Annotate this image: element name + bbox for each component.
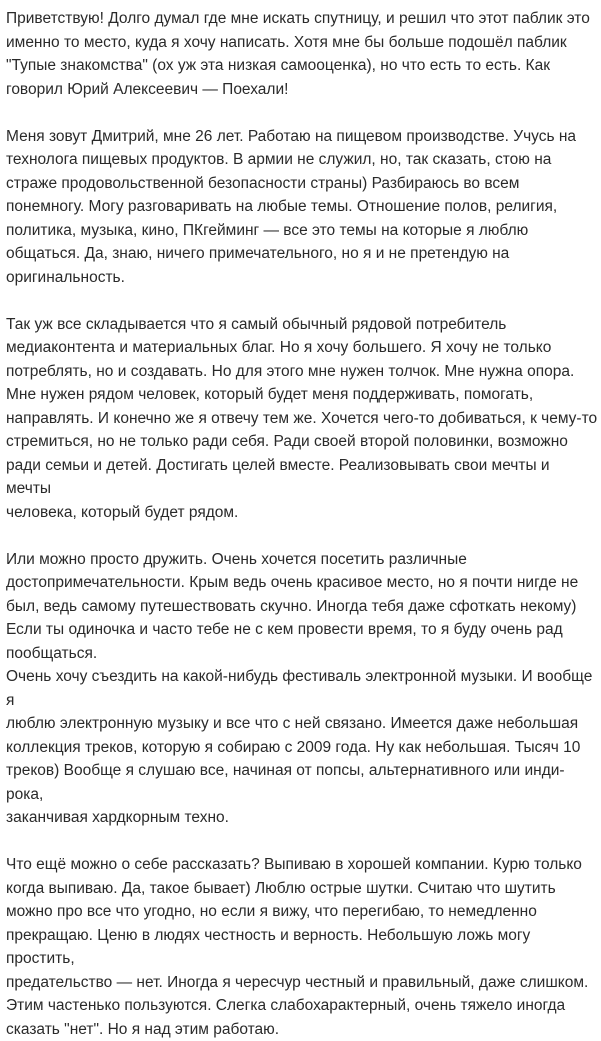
paragraph-friendship: Или можно просто дружить. Очень хочется посетить различные достопримечательности. Крым ведь очень красивое место, но я почти нигде не был, ведь самому путешествовать скучно. Иногда тебя даже сфоткать некому) Если ты одиночка и часто тебе не с кем провести время, то я буду очень рад пообщаться. Очень хочу съездить на какой-нибудь фестиваль электронной музыки. И вообще я люблю электронную музыку и все что с ней связано. Имеется даже небольшая коллекция треков, которую я собираю с 2009 года. Ну как небольшая. Тысяч 10 треков) Вообще я слушаю все, начиная от попсы, альтернативного или инди-рока, заканчивая хардкорным техно.: [6, 550, 593, 826]
paragraph-about: Меня зовут Дмитрий, мне 26 лет. Работаю на пищевом производстве. Учусь на технолога пищевых продуктов. В армии не служил, но, так сказать, стою на страже продовольственной безопасности страны) Разбираюсь во всем понемногу. Могу разговаривать на любые темы. Отношение полов, религия, политика, музыка, кино, ПКгейминг — все это темы на которые я люблю общаться. Да, знаю, ничего примечательного, но я и не претендую на оригинальность.: [6, 127, 577, 286]
paragraph-gap: [6, 289, 598, 313]
paragraph-goals: Так уж все складывается что я самый обычный рядовой потребитель медиаконтента и материальных благ. Но я хочу большего. Я хочу не только потреблять, но и создавать. Но для этого мне нужен толчок. Мне нужна опора. Мне нужен рядом человек, который будет меня поддерживать, помогать, направлять. И конечно же я отвечу тем же. Хочется чего-то добиваться, к чему-то стремиться, но не только ради себя. Ради своей второй половинки, возможно ради семьи и детей. Достигать целей вместе. Реализовывать свои мечты и мечты человека, который будет рядом.: [6, 315, 598, 521]
post-text: [6, 7, 598, 1041]
paragraph-more-about: Что ещё можно о себе рассказать? Выпиваю в хорошей компании. Курю только когда выпиваю. Да, такое бывает) Люблю острые шутки. Считаю что шутить можно про все что угодно, но если я вижу, что перегибаю, то немедленно прекращаю. Ценю в людях честность и верность. Небольшую ложь могу простить, предательство — нет. Иногда я чересчур честный и правильный, даже слишком. Этим частенько пользуются. Слегка слабохарактерный, очень тяжело иногда сказать "нет". Но я над этим работаю.: [6, 856, 589, 1038]
paragraph-gap: [6, 830, 598, 854]
paragraph-gap: [6, 101, 598, 125]
paragraph-greeting: Приветствую! Долго думал где мне искать спутницу, и решил что этот паблик это именно то место, куда я хочу написать. Хотя мне бы больше подошёл паблик "Тупые знакомства" (ох уж эта низкая самооценка), но что есть то есть. Как говорил Юрий Алексеевич — Поехали!: [6, 10, 590, 98]
paragraph-gap: [6, 524, 598, 548]
